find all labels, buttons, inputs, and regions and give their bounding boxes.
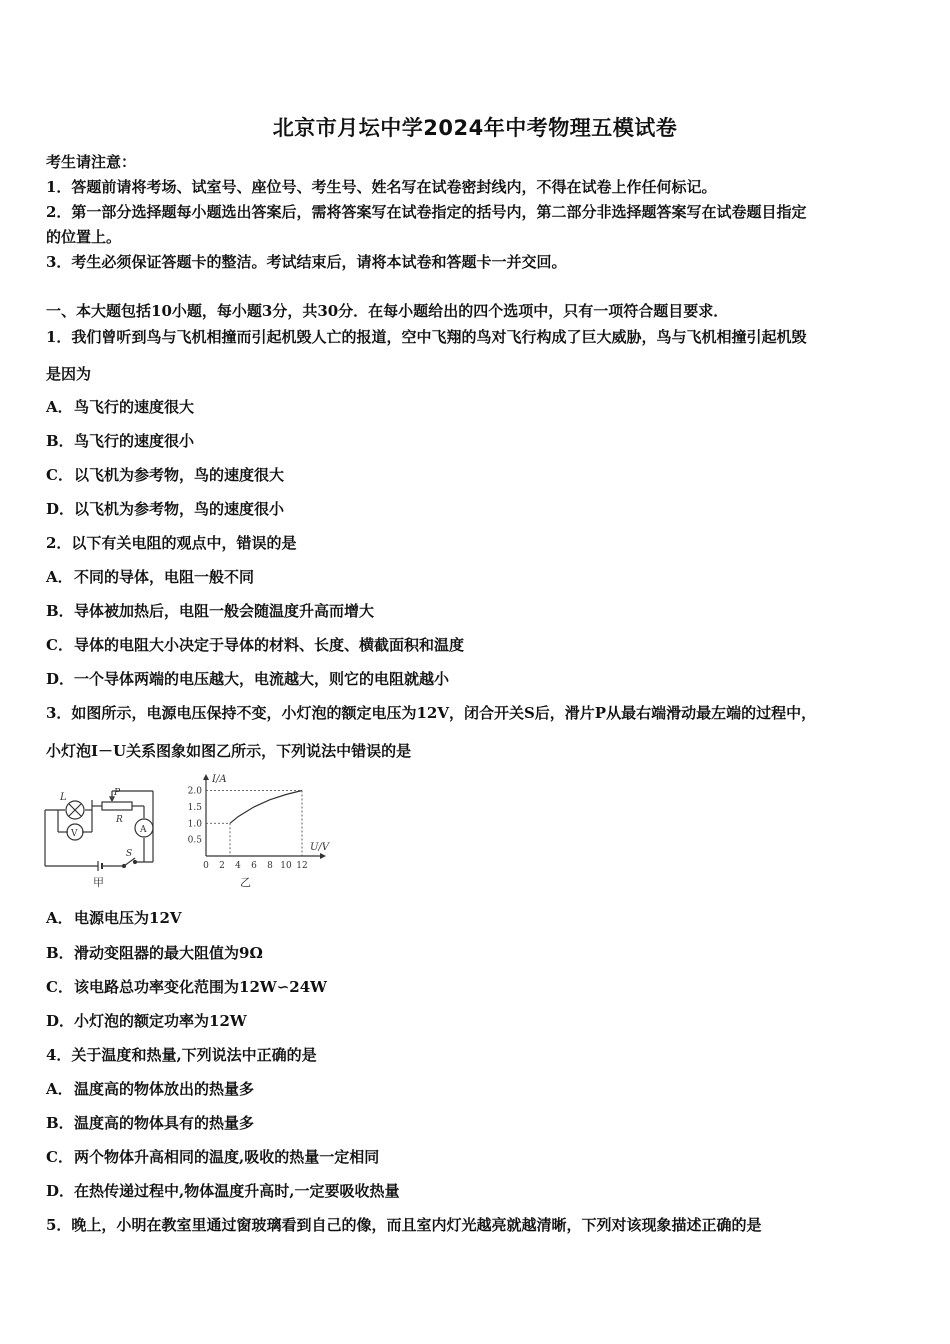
y-axis-arrow bbox=[203, 774, 209, 780]
question-1-option-b[interactable] bbox=[46, 431, 194, 451]
x-tick-label: 6 bbox=[251, 861, 257, 871]
question-1-stem: 1．我们曾听到鸟与飞机相撞而引起机毁人亡的报道，空中飞翔的鸟对飞行构成了巨大威胁，鸟与飞机相撞引起机毁 bbox=[46, 328, 807, 346]
question-2-option-c[interactable] bbox=[46, 635, 464, 655]
x-tick-labels bbox=[203, 861, 308, 871]
option-text: 导体的电阻大小决定于导体的材料、长度、横截面积和温度 bbox=[74, 636, 465, 654]
question-3-option-b[interactable] bbox=[46, 943, 263, 963]
question-3-option-d[interactable] bbox=[46, 1011, 247, 1031]
option-text: 温度高的物体具有的热量多 bbox=[74, 1114, 255, 1132]
option-text: 不同的导体，电阻一般不同 bbox=[74, 568, 255, 586]
option-label: C． bbox=[46, 466, 73, 484]
ammeter-label: A bbox=[140, 825, 147, 835]
option-label: B． bbox=[46, 432, 74, 450]
option-text: 以飞机为参考物，鸟的速度很小 bbox=[74, 500, 285, 518]
question-3-option-c[interactable] bbox=[46, 977, 327, 997]
option-text: 小灯泡的额定功率为12W bbox=[74, 1012, 247, 1030]
notice-heading: 考生请注意： bbox=[46, 153, 137, 171]
notice-item: 2．第一部分选择题每小题选出答案后，需将答案写在试卷指定的括号内，第二部分非选择题答案写在试卷题目指定 bbox=[46, 203, 807, 221]
option-label: A． bbox=[46, 398, 73, 416]
notice-item: 的位置上。 bbox=[46, 228, 122, 246]
question-1-stem-cont: 是因为 bbox=[46, 365, 92, 383]
y-tick-label: 2.0 bbox=[187, 786, 202, 797]
question-4-option-d[interactable] bbox=[46, 1181, 399, 1201]
page-title: 北京市月坛中学2024年中考物理五模试卷 bbox=[272, 116, 678, 140]
x-tick-label: 4 bbox=[235, 861, 241, 871]
x-tick-label: 2 bbox=[219, 861, 225, 871]
switch-label: S bbox=[126, 849, 133, 859]
notice-item: 3．考生必须保证答题卡的整洁。考试结束后，请将本试卷和答题卡一并交回。 bbox=[46, 253, 567, 271]
circuit-caption: 甲 bbox=[93, 876, 104, 889]
option-label: A． bbox=[46, 568, 73, 586]
option-label: C． bbox=[46, 978, 73, 996]
option-text: 以飞机为参考物，鸟的速度很大 bbox=[74, 466, 285, 484]
question-4-option-c[interactable] bbox=[46, 1147, 379, 1167]
option-text: 该电路总功率变化范围为12W∽24W bbox=[74, 978, 328, 996]
slider-label: P bbox=[114, 788, 121, 798]
option-text: 导体被加热后，电阻一般会随温度升高而增大 bbox=[74, 602, 375, 620]
option-label: C． bbox=[46, 636, 73, 654]
question-1-option-c[interactable] bbox=[46, 465, 284, 485]
option-label: D． bbox=[46, 670, 75, 688]
option-label: D． bbox=[46, 500, 75, 518]
question-5-stem: 5．晚上，小明在教室里通过窗玻璃看到自己的像，而且室内灯光越亮就越清晰，下列对该现象描述正确的是 bbox=[46, 1216, 762, 1234]
chart-guides bbox=[206, 791, 302, 856]
option-text: 鸟飞行的速度很小 bbox=[74, 432, 195, 450]
question-2-stem: 2．以下有关电阻的观点中，错误的是 bbox=[46, 534, 297, 552]
x-tick-label: 10 bbox=[280, 861, 292, 871]
x-tick-label: 0 bbox=[203, 861, 209, 871]
question-3-stem: 3．如图所示，电源电压保持不变，小灯泡的额定电压为12V，闭合开关S后，滑片P从最右端滑动最左端的过程中， bbox=[46, 704, 817, 722]
question-2-option-d[interactable] bbox=[46, 669, 449, 689]
notice-item: 1．答题前请将考场、试室号、座位号、考生号、姓名写在试卷密封线内，不得在试卷上作任何标记。 bbox=[46, 178, 717, 196]
option-label: A． bbox=[46, 909, 73, 927]
question-2-option-b[interactable] bbox=[46, 601, 374, 621]
x-tick-label: 12 bbox=[296, 861, 308, 871]
y-tick-label: 1.5 bbox=[187, 802, 202, 813]
lamp-label: L bbox=[60, 792, 67, 803]
option-label: B． bbox=[46, 602, 74, 620]
x-axis-arrow bbox=[320, 853, 326, 859]
option-text: 滑动变阻器的最大阻值为9Ω bbox=[74, 944, 263, 962]
option-label: A． bbox=[46, 1080, 73, 1098]
chart-caption: 乙 bbox=[240, 876, 251, 889]
question-4-stem: 4．关于温度和热量,下列说法中正确的是 bbox=[46, 1046, 317, 1064]
iu-curve bbox=[230, 791, 302, 824]
option-label: B． bbox=[46, 1114, 74, 1132]
y-tick-labels bbox=[188, 787, 203, 846]
section-heading: 一、本大题包括10小题，每小题3分，共30分．在每小题给出的四个选项中，只有一项符合题目要求． bbox=[46, 302, 729, 320]
option-label: D． bbox=[46, 1012, 75, 1030]
y-tick-label: 0.5 bbox=[187, 835, 202, 846]
x-axis-label: U/V bbox=[310, 842, 330, 853]
voltmeter-label: V bbox=[71, 829, 78, 839]
x-tick-label: 8 bbox=[267, 861, 273, 871]
question-3-figure bbox=[40, 770, 330, 892]
question-3-stem-cont: 小灯泡I－U关系图象如图乙所示，下列说法中错误的是 bbox=[46, 742, 412, 760]
option-label: B． bbox=[46, 944, 74, 962]
option-text: 在热传递过程中,物体温度升高时,一定要吸收热量 bbox=[74, 1182, 400, 1200]
rheostat-symbol bbox=[102, 802, 132, 810]
option-text: 温度高的物体放出的热量多 bbox=[74, 1080, 255, 1098]
iu-chart bbox=[188, 774, 330, 889]
question-4-option-a[interactable] bbox=[46, 1079, 254, 1099]
option-label: D． bbox=[46, 1182, 75, 1200]
y-axis-label: I/A bbox=[212, 774, 227, 785]
question-2-option-a[interactable] bbox=[46, 567, 254, 587]
option-text: 一个导体两端的电压越大，电流越大，则它的电阻就越小 bbox=[74, 670, 450, 688]
option-text: 电源电压为12V bbox=[74, 909, 182, 927]
option-label: C． bbox=[46, 1148, 73, 1166]
question-1-option-d[interactable] bbox=[46, 499, 284, 519]
option-text: 鸟飞行的速度很大 bbox=[74, 398, 195, 416]
option-text: 两个物体升高相同的温度,吸收的热量一定相同 bbox=[74, 1148, 380, 1166]
question-3-option-a[interactable] bbox=[46, 908, 182, 928]
circuit-diagram bbox=[45, 791, 153, 871]
switch-contact bbox=[134, 861, 137, 864]
question-4-option-b[interactable] bbox=[46, 1113, 254, 1133]
y-tick-label: 1.0 bbox=[187, 819, 202, 830]
question-1-option-a[interactable] bbox=[46, 397, 194, 417]
resistor-label: R bbox=[116, 815, 123, 825]
